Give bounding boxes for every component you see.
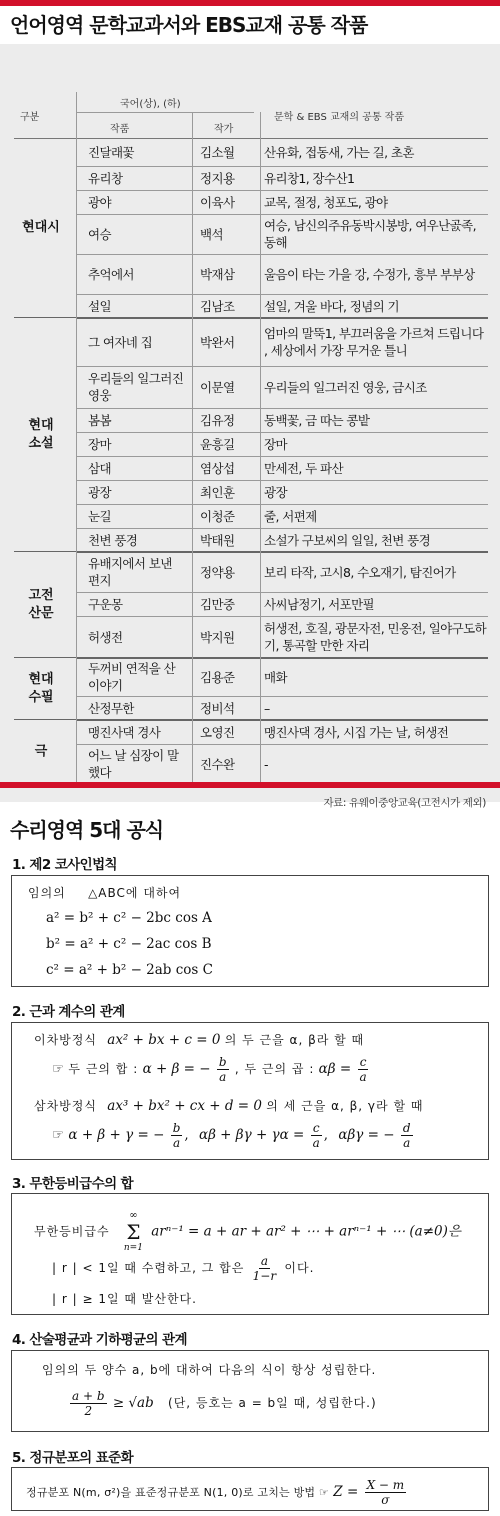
table-row (76, 318, 488, 367)
cell-author: 김만중 (200, 596, 235, 612)
top-accent-bar (0, 0, 500, 6)
cell-author: 이육사 (200, 194, 235, 210)
fraction-c-over-a: $\frac{c}{a}$ (359, 1055, 367, 1084)
sigma-symbol: ∞ Σ n=1 (123, 1210, 143, 1253)
cell-work: 천변 풍경 (88, 532, 138, 548)
group-label-line: 극 (34, 744, 48, 759)
cell-work: 그 여자네 집 (88, 334, 153, 350)
table-row (76, 552, 488, 593)
section-1-heading: 1. 제2 코사인법칙 (12, 857, 117, 873)
table-row (76, 528, 488, 553)
cell-common: 우리들의 일그러진 영웅, 금시조 (264, 379, 427, 395)
math-title: 수리영역 5대 공식 (10, 818, 164, 842)
column-divider (76, 92, 77, 784)
cell-work: 어느 날 심장이 말했다 (88, 748, 179, 780)
cell-common: - (264, 756, 268, 772)
equation-a: a² = b² + c² − 2bc cos A (46, 910, 212, 926)
header-work: 작품 (110, 124, 130, 135)
fraction-sum: $\frac{a}{1-r}$ (252, 1254, 277, 1283)
table-row (76, 744, 488, 785)
section-separator-bar (0, 782, 500, 788)
quadratic-relations: ☞ 두 근의 합 : α + β = − $\frac{b}{a}$ , 두 근의 곱 : αβ = $\frac{c}{a}$ (52, 1055, 367, 1084)
cell-work: 진달래꽃 (88, 144, 134, 160)
group-label-line: 현대시 (22, 220, 60, 235)
section-3-heading: 3. 무한등비급수의 합 (12, 1176, 134, 1192)
cubic-line: 삼차방정식 ax³ + bx² + cx + d = 0 의 세 근을 α, β, γ라 할 때 (34, 1098, 424, 1114)
cell-author: 염상섭 (200, 460, 235, 476)
group-label-line: 수필 (28, 690, 54, 705)
cell-author: 정약용 (200, 564, 235, 580)
cell-common: 교목, 절정, 청포도, 광야 (264, 194, 388, 210)
cell-work: 우리들의 일그러진 영웅 (88, 371, 184, 403)
group-label (14, 587, 68, 623)
formula-box-2 (11, 1022, 489, 1160)
group-label (14, 417, 68, 453)
source-note: 자료: 유웨이중앙교육(고전시가 제외) (323, 797, 486, 809)
series-line: 무한등비급수 ∞ Σ n=1 arⁿ⁻¹ = a + ar + ar² + ⋯ + arⁿ⁻¹ + ⋯ (a≠0)은 (34, 1210, 461, 1253)
column-divider (192, 112, 193, 784)
am-gm-formula: $\frac{a + b}{2}$ ≥ √ab (단, 등호는 a = b일 때, 성립한다.) (72, 1389, 377, 1418)
cell-work: 광야 (88, 194, 111, 210)
header-author: 작가 (214, 124, 234, 135)
table-row (76, 696, 488, 721)
cell-author: 정비석 (200, 700, 235, 716)
cell-work: 광장 (88, 484, 111, 500)
divergence-line: | r | ≥ 1일 때 발산한다. (52, 1292, 197, 1306)
cell-work: 봄봄 (88, 412, 111, 428)
formula-box-1 (11, 875, 489, 987)
cell-common: 줄, 서편제 (264, 508, 317, 524)
group-label-line: 현대 (28, 418, 54, 433)
table-row (76, 480, 488, 505)
cell-author: 백석 (200, 226, 223, 242)
works-table-panel (0, 44, 500, 809)
cell-author: 박완서 (200, 334, 235, 350)
group-label-line: 고전 (28, 588, 54, 603)
cell-work: 유배지에서 보낸 편지 (88, 556, 172, 588)
cell-common: 허생전, 호질, 광문자전, 민옹전, 일야구도하기, 통곡할 만한 자리 (264, 621, 487, 653)
cubic-relations: ☞ α + β + γ = − $\frac{b}{a}$ , αβ + βγ + γα = $\frac{c}{a}$ , αβγ = − $\frac{d}{a}$ (52, 1121, 411, 1150)
header-common: 문학 & EBS 교재의 공통 작품 (274, 112, 404, 123)
table-row (76, 190, 488, 215)
fraction-mean: $\frac{a + b}{2}$ (72, 1389, 105, 1418)
cell-author: 진수완 (200, 756, 235, 772)
cell-common: 장마 (264, 436, 287, 452)
table-header (14, 92, 488, 139)
section-4-heading: 4. 산술평균과 기하평균의 관계 (12, 1332, 187, 1348)
cell-common: 설일, 겨울 바다, 정념의 기 (264, 298, 399, 314)
hand-pointer-icon: ☞ (52, 1061, 65, 1077)
cell-author: 김유정 (200, 412, 235, 428)
equation-c: c² = a² + b² − 2ab cos C (46, 962, 213, 978)
cell-author: 박지원 (200, 629, 235, 645)
table-row (76, 658, 488, 697)
cell-author: 김소월 (200, 144, 235, 160)
cell-common: 매화 (264, 669, 287, 685)
cell-common: 울음이 타는 가을 강, 수정가, 흥부 부부상 (264, 266, 475, 282)
formula-box-5 (11, 1467, 489, 1511)
section-5-heading: 5. 정규분포의 표준화 (12, 1450, 134, 1466)
am-gm-intro: 임의의 두 양수 a, b에 대하여 다음의 식이 항상 성립한다. (42, 1363, 377, 1377)
cell-author: 김남조 (200, 298, 235, 314)
cell-author: 이청준 (200, 508, 235, 524)
cell-work: 산정무한 (88, 700, 134, 716)
cell-author: 박태원 (200, 532, 235, 548)
formula-box-3 (11, 1193, 489, 1315)
cell-common: 여승, 남신의주유동박시봉방, 여우난곬족, 동해 (264, 218, 476, 250)
table-row (76, 254, 488, 295)
table-row (76, 432, 488, 457)
table-row (76, 214, 488, 255)
table-row (76, 138, 488, 167)
cell-common: – (264, 700, 270, 716)
cell-work: 구운몽 (88, 596, 123, 612)
cell-author: 김용준 (200, 669, 235, 685)
normalization-line: 정규분포 N(m, σ²)을 표준정규분포 N(1, 0)로 고치는 방법 ☞ Z = $\frac{X - m}{\sigma}$ (26, 1478, 405, 1507)
cell-common: 소설가 구보씨의 일일, 천변 풍경 (264, 532, 431, 548)
table-row (76, 504, 488, 529)
header-divider (76, 112, 254, 113)
column-divider (260, 112, 261, 784)
group-label (14, 219, 68, 237)
table-row (76, 408, 488, 433)
cell-work: 두꺼비 연적을 산 이야기 (88, 661, 176, 693)
header-textbook: 국어(상), (하) (120, 99, 181, 110)
group-label (14, 671, 68, 707)
cell-work: 장마 (88, 436, 111, 452)
cell-author: 오영진 (200, 724, 235, 740)
table-row (76, 366, 488, 409)
section-2-heading: 2. 근과 계수의 관계 (12, 1004, 125, 1020)
table-row (76, 456, 488, 481)
group-label-line: 현대 (28, 672, 54, 687)
cell-author: 이문열 (200, 379, 235, 395)
cell-common: 만세전, 두 파산 (264, 460, 343, 476)
cell-common: 맹진사댁 경사, 시집 가는 날, 허생전 (264, 724, 449, 740)
cell-common: 사씨남정기, 서포만필 (264, 596, 375, 612)
cell-common: 엄마의 말뚝1, 부끄러움을 가르쳐 드립니다 , 세상에서 가장 무거운 틀니 (264, 326, 484, 358)
group-label-line: 소설 (28, 436, 54, 451)
cell-work: 설일 (88, 298, 111, 314)
cell-work: 눈길 (88, 508, 111, 524)
group-label (14, 743, 68, 761)
cell-work: 유리창 (88, 170, 123, 186)
table-row (76, 616, 488, 659)
table-row (76, 720, 488, 745)
cell-work: 삼대 (88, 460, 111, 476)
group-label-line: 산문 (28, 606, 54, 621)
works-table (14, 92, 488, 788)
quadratic-line: 이차방정식 ax² + bx + c = 0 의 두 근을 α, β라 할 때 (34, 1032, 365, 1048)
cell-author: 정지용 (200, 170, 235, 186)
table-row (76, 166, 488, 191)
table-row (76, 592, 488, 617)
cell-work: 맹진사댁 경사 (88, 724, 161, 740)
cell-author: 윤흥길 (200, 436, 235, 452)
law-of-cosines-intro: 임의의 △ABC에 대하여 (28, 886, 182, 900)
cell-common: 산유화, 접동새, 가는 길, 초혼 (264, 144, 414, 160)
cell-work: 추억에서 (88, 266, 134, 282)
cell-author: 박재삼 (200, 266, 235, 282)
hand-pointer-icon: ☞ (52, 1127, 65, 1143)
article-title: 언어영역 문학교과서와 EBS교재 공통 작품 (10, 13, 368, 37)
convergence-line: | r | < 1일 때 수렴하고, 그 합은 $\frac{a}{1-r}$ 이다. (52, 1254, 315, 1283)
cell-common: 유리창1, 장수산1 (264, 170, 355, 186)
header-group: 구분 (20, 112, 40, 123)
cell-author: 최인훈 (200, 484, 235, 500)
fraction-z: $\frac{X - m}{\sigma}$ (366, 1478, 405, 1507)
cell-common: 동백꽃, 금 따는 콩밭 (264, 412, 370, 428)
formula-box-4 (11, 1350, 489, 1432)
cell-common: 광장 (264, 484, 287, 500)
cell-common: 보리 타작, 고시8, 수오재기, 탐진어가 (264, 564, 456, 580)
fraction-b-over-a: $\frac{b}{a}$ (218, 1055, 227, 1084)
cell-work: 허생전 (88, 629, 123, 645)
table-row (76, 294, 488, 319)
equation-b: b² = a² + c² − 2ac cos B (46, 936, 212, 952)
cell-work: 여승 (88, 226, 111, 242)
